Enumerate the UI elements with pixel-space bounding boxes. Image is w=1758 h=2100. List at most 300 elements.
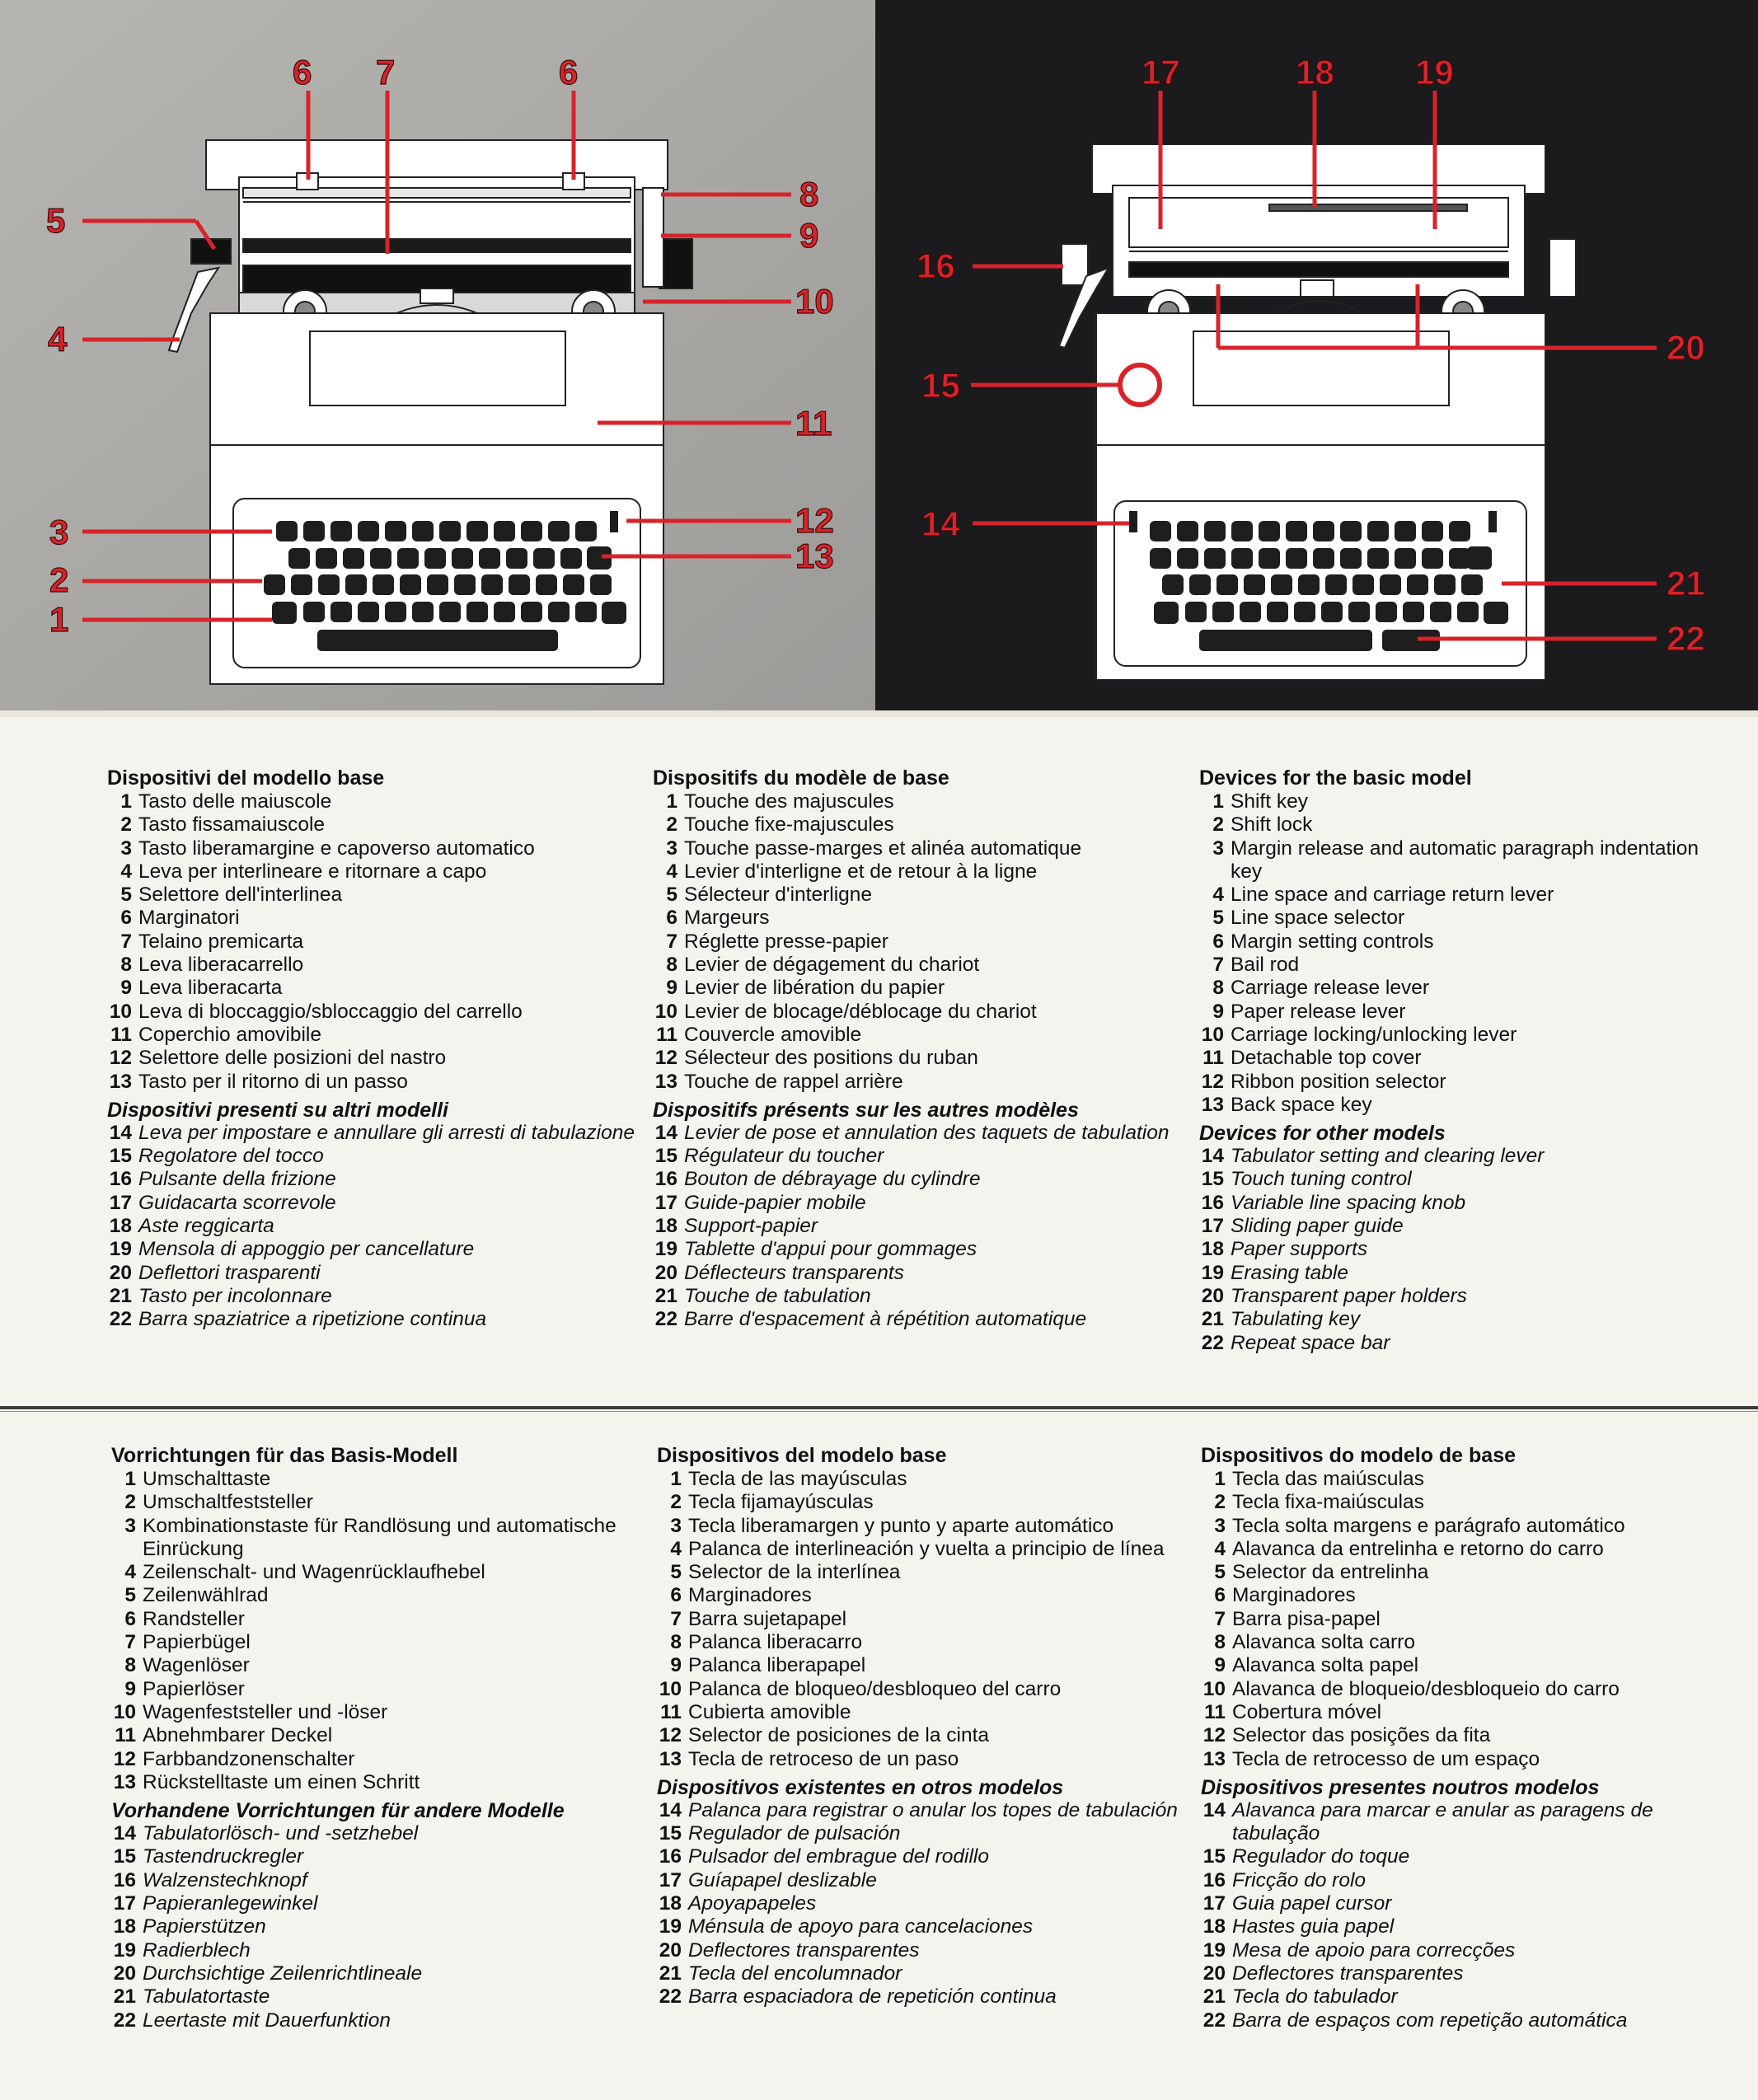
other-models-list <box>657 1799 1184 2009</box>
item-number: 15 <box>654 1145 677 1168</box>
item-number: 16 <box>654 1168 677 1191</box>
item-label: Tecla fixa-maiúsculas <box>1232 1491 1424 1514</box>
item-label: Ménsula de apoyo para cancelaciones <box>688 1915 1034 1938</box>
item-label: Deflettori trasparenti <box>138 1261 321 1284</box>
item-number: 11 <box>1204 1700 1226 1723</box>
list-item <box>657 1631 1184 1654</box>
list-item <box>653 1047 1180 1070</box>
item-number: 1 <box>666 790 677 813</box>
list-item <box>111 1939 639 1962</box>
item-label: Selector da entrelinha <box>1232 1561 1429 1584</box>
list-item <box>657 1869 1184 1892</box>
item-number: 8 <box>120 954 132 977</box>
list-item <box>1199 884 1727 907</box>
callout-5: 5 <box>46 201 66 240</box>
list-item <box>653 1308 1180 1331</box>
item-number: 7 <box>666 930 677 953</box>
list-item <box>1199 930 1727 954</box>
list-item <box>1199 1145 1727 1168</box>
callout-4: 4 <box>48 320 68 359</box>
item-number: 18 <box>1201 1238 1224 1261</box>
column-title: Devices for the basic model <box>1199 766 1472 790</box>
list-item <box>657 1915 1184 1938</box>
typewriter-deluxe-view <box>1059 144 1576 680</box>
list-item <box>1199 1215 1727 1238</box>
legend-column-spanish <box>657 1444 1184 2009</box>
list-item <box>111 1631 639 1654</box>
item-number: 1 <box>1214 1468 1226 1490</box>
list-item <box>653 1238 1180 1261</box>
list-item <box>107 1192 635 1215</box>
legend-column-german <box>111 1444 639 2032</box>
list-item <box>1201 1538 1728 1561</box>
item-label: Sélecteur des positions du ruban <box>684 1047 978 1070</box>
callout-22: 22 <box>1667 619 1705 658</box>
item-number: 21 <box>113 1985 136 2009</box>
callout-6a: 6 <box>293 53 312 91</box>
item-label: Tasto liberamargine e capoverso automatico <box>138 837 535 860</box>
item-label: Paper supports <box>1231 1238 1368 1261</box>
list-item <box>1201 1748 1728 1771</box>
item-number: 19 <box>1202 1938 1226 1962</box>
item-number: 7 <box>124 1631 136 1654</box>
item-label: Abnehmbarer Deckel <box>143 1724 333 1747</box>
item-label: Carriage release lever <box>1231 977 1430 1000</box>
item-number: 18 <box>659 1892 682 1915</box>
item-label: Alavanca solta papel <box>1232 1654 1419 1677</box>
list-item <box>657 1608 1184 1631</box>
list-item <box>107 790 635 813</box>
item-number: 22 <box>109 1308 132 1331</box>
item-label: Sliding paper guide <box>1231 1215 1404 1238</box>
item-label: Régulateur du toucher <box>684 1145 884 1168</box>
item-number: 14 <box>654 1121 677 1144</box>
item-number: 6 <box>670 1584 682 1607</box>
item-number: 17 <box>654 1191 677 1214</box>
list-item <box>107 837 635 860</box>
item-label: Tabulatorlösch- und -setzhebel <box>143 1822 419 1845</box>
list-item <box>653 1285 1180 1308</box>
item-number: 3 <box>124 1514 136 1537</box>
list-item <box>111 1748 639 1771</box>
list-item <box>111 1985 639 2009</box>
item-number: 3 <box>120 837 132 860</box>
item-label: Touche de tabulation <box>684 1284 871 1307</box>
list-item <box>107 1262 635 1285</box>
item-number: 5 <box>124 1584 136 1607</box>
item-number: 13 <box>109 1070 132 1093</box>
item-label: Papierbügel <box>143 1631 251 1654</box>
item-number: 21 <box>1201 1308 1224 1331</box>
list-item <box>111 1515 639 1562</box>
item-label: Cubierta amovible <box>688 1700 851 1723</box>
other-models-title: Dispositifs présents sur les autres modèles <box>653 1098 1079 1122</box>
list-item <box>1201 1724 1728 1747</box>
item-number: 9 <box>120 977 132 1000</box>
item-label: Tecla fijamayúsculas <box>688 1491 874 1514</box>
list-item <box>657 1985 1184 2009</box>
callout-3: 3 <box>49 513 69 551</box>
item-label: Paper release lever <box>1231 1000 1406 1023</box>
other-models-list <box>653 1122 1180 1332</box>
item-label: Variable line spacing knob <box>1231 1191 1466 1214</box>
callout-10: 10 <box>795 282 834 321</box>
item-label: Hastes guia papel <box>1232 1915 1395 1938</box>
list-item <box>107 907 635 930</box>
list-item <box>657 1822 1184 1845</box>
list-item <box>107 860 635 884</box>
list-item <box>657 1701 1184 1724</box>
item-number: 16 <box>109 1168 132 1191</box>
list-item <box>657 1491 1184 1514</box>
item-label: Papierstützen <box>143 1915 266 1938</box>
item-number: 12 <box>1202 1724 1226 1747</box>
list-item <box>653 907 1180 930</box>
list-item <box>653 977 1180 1000</box>
other-models-list <box>1199 1145 1727 1355</box>
item-number: 6 <box>666 907 677 930</box>
item-number: 16 <box>659 1845 682 1868</box>
list-item <box>657 1468 1184 1491</box>
list-item <box>107 930 635 954</box>
item-number: 6 <box>1214 1584 1226 1607</box>
list-item <box>653 837 1180 860</box>
item-label: Randsteller <box>143 1607 245 1630</box>
item-number: 20 <box>1201 1284 1224 1307</box>
item-label: Deflectores transparentes <box>688 1938 920 1962</box>
item-number: 20 <box>113 1962 136 1985</box>
basic-model-list <box>657 1468 1184 1771</box>
item-number: 7 <box>120 930 132 953</box>
item-label: Tecla das maiúsculas <box>1232 1468 1424 1490</box>
list-item <box>107 1215 635 1238</box>
item-number: 1 <box>120 790 132 813</box>
list-item <box>1201 1584 1728 1607</box>
callout-2: 2 <box>49 560 69 599</box>
callout-16: 16 <box>917 246 955 285</box>
item-label: Marginadores <box>688 1584 812 1607</box>
item-number: 11 <box>1202 1047 1224 1070</box>
list-item <box>653 1145 1180 1168</box>
callout-8: 8 <box>799 175 819 213</box>
item-label: Farbbandzonenschalter <box>143 1747 355 1770</box>
callout-21: 21 <box>1667 564 1705 602</box>
item-number: 19 <box>659 1915 682 1938</box>
list-item <box>653 860 1180 884</box>
item-label: Support-papier <box>684 1215 818 1238</box>
item-label: Fricção do rolo <box>1232 1868 1367 1891</box>
list-item <box>1199 813 1727 837</box>
item-number: 15 <box>113 1845 136 1868</box>
item-label: Apoyapapeles <box>688 1892 817 1915</box>
list-item <box>653 1192 1180 1215</box>
list-item <box>1201 1468 1728 1491</box>
item-number: 4 <box>120 860 132 883</box>
other-models-list <box>107 1122 635 1332</box>
item-number: 2 <box>124 1491 136 1514</box>
item-number: 20 <box>659 1938 682 1962</box>
item-label: Guia papel cursor <box>1232 1892 1392 1915</box>
item-number: 22 <box>1201 1331 1224 1354</box>
item-number: 17 <box>1202 1892 1226 1915</box>
item-number: 22 <box>659 1985 682 2009</box>
item-label: Repeat space bar <box>1231 1331 1390 1354</box>
item-number: 22 <box>654 1308 677 1331</box>
item-label: Touche passe-marges et alinéa automatique <box>684 837 1082 860</box>
item-number: 11 <box>115 1724 136 1747</box>
item-label: Sélecteur d'interligne <box>684 884 873 907</box>
item-number: 19 <box>109 1238 132 1261</box>
item-number: 8 <box>666 954 677 977</box>
list-item <box>111 1845 639 1868</box>
list-item <box>1201 1845 1728 1868</box>
item-number: 2 <box>666 813 677 837</box>
list-item <box>111 1724 639 1747</box>
list-item <box>111 1468 639 1491</box>
item-number: 17 <box>659 1868 682 1891</box>
list-item <box>1201 2009 1728 2032</box>
item-number: 13 <box>1201 1093 1224 1116</box>
item-label: Tecla liberamargen y punto y aparte automático <box>688 1514 1114 1537</box>
other-models-title: Vorhandene Vorrichtungen für andere Modelle <box>111 1799 565 1823</box>
list-item <box>653 790 1180 813</box>
list-item <box>653 1071 1180 1094</box>
list-item <box>653 1122 1180 1145</box>
basic-model-list <box>1201 1468 1728 1771</box>
list-item <box>107 1145 635 1168</box>
item-number: 2 <box>1214 1491 1226 1514</box>
item-number: 15 <box>109 1145 132 1168</box>
item-number: 5 <box>1214 1561 1226 1584</box>
item-label: Barra spaziatrice a ripetizione continua <box>138 1308 487 1331</box>
item-label: Pulsante della frizione <box>138 1168 336 1191</box>
item-label: Regulador de pulsación <box>688 1822 901 1845</box>
item-label: Marginadores <box>1232 1584 1356 1607</box>
column-title: Dispositivos do modelo de base <box>1201 1444 1517 1467</box>
item-label: Touche fixe-majuscules <box>684 813 894 837</box>
item-label: Palanca liberacarro <box>688 1631 863 1654</box>
item-label: Mensola di appoggio per cancellature <box>138 1238 475 1261</box>
item-label: Regulador do toque <box>1232 1845 1410 1868</box>
item-number: 21 <box>1202 1985 1226 2009</box>
list-item <box>653 813 1180 837</box>
list-item <box>653 930 1180 954</box>
item-number: 22 <box>113 2009 136 2032</box>
list-item <box>657 1561 1184 1584</box>
list-item <box>657 1799 1184 1822</box>
other-models-title: Dispositivos existentes en otros modelos <box>657 1775 1064 1799</box>
item-number: 9 <box>1214 1654 1226 1677</box>
item-number: 18 <box>113 1915 136 1938</box>
legend-column-portuguese <box>1201 1444 1728 2032</box>
basic-model-list <box>111 1468 639 1794</box>
item-label: Papieranlegewinkel <box>143 1892 318 1915</box>
item-number: 8 <box>1214 1631 1226 1654</box>
callout-17: 17 <box>1142 53 1180 91</box>
list-item <box>657 1748 1184 1771</box>
list-item <box>1199 977 1727 1000</box>
list-item <box>1199 907 1727 930</box>
item-label: Shift key <box>1231 790 1308 813</box>
item-number: 13 <box>113 1770 136 1793</box>
item-number: 9 <box>666 977 677 1000</box>
list-item <box>111 1822 639 1845</box>
item-label: Aste reggicarta <box>138 1215 274 1238</box>
item-label: Tecla de las mayúsculas <box>688 1468 907 1490</box>
item-label: Cobertura móvel <box>1232 1700 1382 1723</box>
item-label: Wagenfeststeller und -löser <box>143 1700 388 1723</box>
item-label: Barra sujetapapel <box>688 1607 847 1630</box>
item-label: Tecla solta margens e parágrafo automático <box>1232 1514 1625 1537</box>
item-number: 15 <box>1202 1845 1226 1868</box>
item-number: 2 <box>1212 813 1224 837</box>
list-item <box>111 1962 639 1985</box>
item-number: 21 <box>654 1284 677 1307</box>
list-item <box>107 1238 635 1261</box>
item-number: 3 <box>1212 837 1224 860</box>
item-label: Barra pisa-papel <box>1232 1607 1381 1630</box>
item-label: Levier de blocage/déblocage du chariot <box>684 1000 1037 1023</box>
item-number: 9 <box>670 1654 682 1677</box>
list-item <box>107 1168 635 1191</box>
legend-top <box>0 766 1758 1401</box>
item-number: 20 <box>109 1261 132 1284</box>
item-label: Bail rod <box>1231 954 1300 977</box>
list-item <box>107 977 635 1000</box>
item-number: 8 <box>670 1631 682 1654</box>
item-label: Wagenlöser <box>143 1654 250 1677</box>
list-item <box>1201 1869 1728 1892</box>
item-label: Guíapapel deslizable <box>688 1868 877 1891</box>
legend-bottom <box>0 1444 1758 2095</box>
item-label: Alavanca de bloqueio/desbloqueio do carro <box>1232 1677 1620 1700</box>
item-label: Barra de espaços com repetição automática <box>1232 2009 1628 2032</box>
item-number: 6 <box>124 1607 136 1630</box>
list-item <box>1201 1631 1728 1654</box>
item-label: Guide-papier mobile <box>684 1191 866 1214</box>
item-label: Rückstelltaste um einen Schritt <box>143 1770 420 1793</box>
item-label: Leva di bloccaggio/sbloccaggio del carrello <box>138 1000 523 1023</box>
item-label: Transparent paper holders <box>1231 1284 1467 1307</box>
list-item <box>1199 1308 1727 1331</box>
item-number: 17 <box>113 1892 136 1915</box>
item-number: 15 <box>659 1822 682 1845</box>
item-number: 7 <box>1214 1607 1226 1630</box>
list-item <box>653 884 1180 907</box>
item-number: 21 <box>659 1962 682 1985</box>
item-number: 9 <box>1212 1000 1224 1023</box>
list-item <box>111 1678 639 1701</box>
item-number: 7 <box>1212 954 1224 977</box>
callout-19: 19 <box>1415 53 1454 91</box>
list-item <box>1199 1285 1727 1308</box>
item-number: 11 <box>660 1700 682 1723</box>
list-item <box>111 1584 639 1607</box>
item-number: 10 <box>1201 1023 1224 1046</box>
list-item <box>657 1654 1184 1677</box>
item-label: Levier de dégagement du chariot <box>684 954 980 977</box>
item-number: 5 <box>670 1561 682 1584</box>
list-item <box>1199 837 1727 884</box>
list-item <box>657 1678 1184 1701</box>
legend-column-french <box>653 766 1180 1332</box>
item-label: Tabulatortaste <box>143 1985 270 2009</box>
item-label: Selettore dell'interlinea <box>138 884 343 907</box>
list-item <box>111 1608 639 1631</box>
column-title: Dispositivi del modello base <box>107 766 385 790</box>
item-number: 1 <box>670 1468 682 1490</box>
item-number: 10 <box>659 1677 682 1700</box>
item-label: Walzenstechknopf <box>143 1868 307 1891</box>
list-item <box>653 1215 1180 1238</box>
item-label: Alavanca solta carro <box>1232 1631 1415 1654</box>
item-number: 15 <box>1201 1168 1224 1191</box>
list-item <box>107 1001 635 1024</box>
item-number: 13 <box>1202 1747 1226 1770</box>
item-label: Alavanca da entrelinha e retorno do carro <box>1232 1537 1604 1560</box>
other-models-title: Dispositivos presentes noutros modelos <box>1201 1775 1600 1799</box>
item-label: Line space and carriage return lever <box>1231 884 1554 907</box>
list-item <box>1199 1238 1727 1261</box>
item-label: Palanca de bloqueo/desbloqueo del carro <box>688 1677 1062 1700</box>
list-item <box>111 2009 639 2032</box>
item-label: Papierlöser <box>143 1677 245 1700</box>
list-item <box>1201 1915 1728 1938</box>
item-number: 12 <box>659 1724 682 1747</box>
item-label: Umschaltfeststeller <box>143 1491 313 1514</box>
list-item <box>1201 1654 1728 1677</box>
callout-15: 15 <box>921 366 960 405</box>
item-number: 12 <box>109 1047 132 1070</box>
list-item <box>657 1939 1184 1962</box>
item-label: Back space key <box>1231 1093 1372 1116</box>
list-item <box>1199 954 1727 977</box>
callout-20: 20 <box>1667 328 1705 367</box>
callout-11: 11 <box>795 404 832 443</box>
list-item <box>107 1047 635 1070</box>
list-item <box>1199 1001 1727 1024</box>
list-item <box>1199 1332 1727 1355</box>
item-number: 13 <box>654 1070 677 1093</box>
item-label: Line space selector <box>1231 907 1405 930</box>
item-label: Tecla de retroceso de un paso <box>688 1747 959 1770</box>
item-label: Erasing table <box>1231 1261 1349 1284</box>
list-item <box>1201 1799 1728 1846</box>
item-number: 4 <box>1214 1537 1226 1560</box>
item-label: Selector de la interlínea <box>688 1561 901 1584</box>
other-models-title: Dispositivi presenti su altri modelli <box>107 1098 448 1122</box>
item-number: 11 <box>110 1023 132 1046</box>
list-item <box>657 1845 1184 1868</box>
item-label: Levier d'interligne et de retour à la ligne <box>684 860 1038 883</box>
list-item <box>1199 1094 1727 1117</box>
item-number: 20 <box>1202 1962 1226 1985</box>
item-label: Pulsador del embrague del rodillo <box>688 1845 989 1868</box>
item-label: Kombinationstaste für Randlösung und automatische Einrückung <box>143 1514 616 1560</box>
list-item <box>107 1122 635 1145</box>
item-label: Ribbon position selector <box>1231 1070 1446 1093</box>
item-label: Margin setting controls <box>1231 930 1434 953</box>
item-label: Touche de rappel arrière <box>684 1070 903 1093</box>
item-label: Durchsichtige Zeilenrichtlineale <box>143 1962 423 1985</box>
item-label: Leva per impostare e annullare gli arresti di tabulazione <box>138 1121 635 1144</box>
item-label: Detachable top cover <box>1231 1047 1422 1070</box>
list-item <box>1201 1892 1728 1915</box>
list-item <box>1201 1561 1728 1584</box>
list-item <box>1201 1962 1728 1985</box>
item-number: 16 <box>113 1868 136 1891</box>
item-label: Tecla de retrocesso de um espaço <box>1232 1747 1540 1770</box>
